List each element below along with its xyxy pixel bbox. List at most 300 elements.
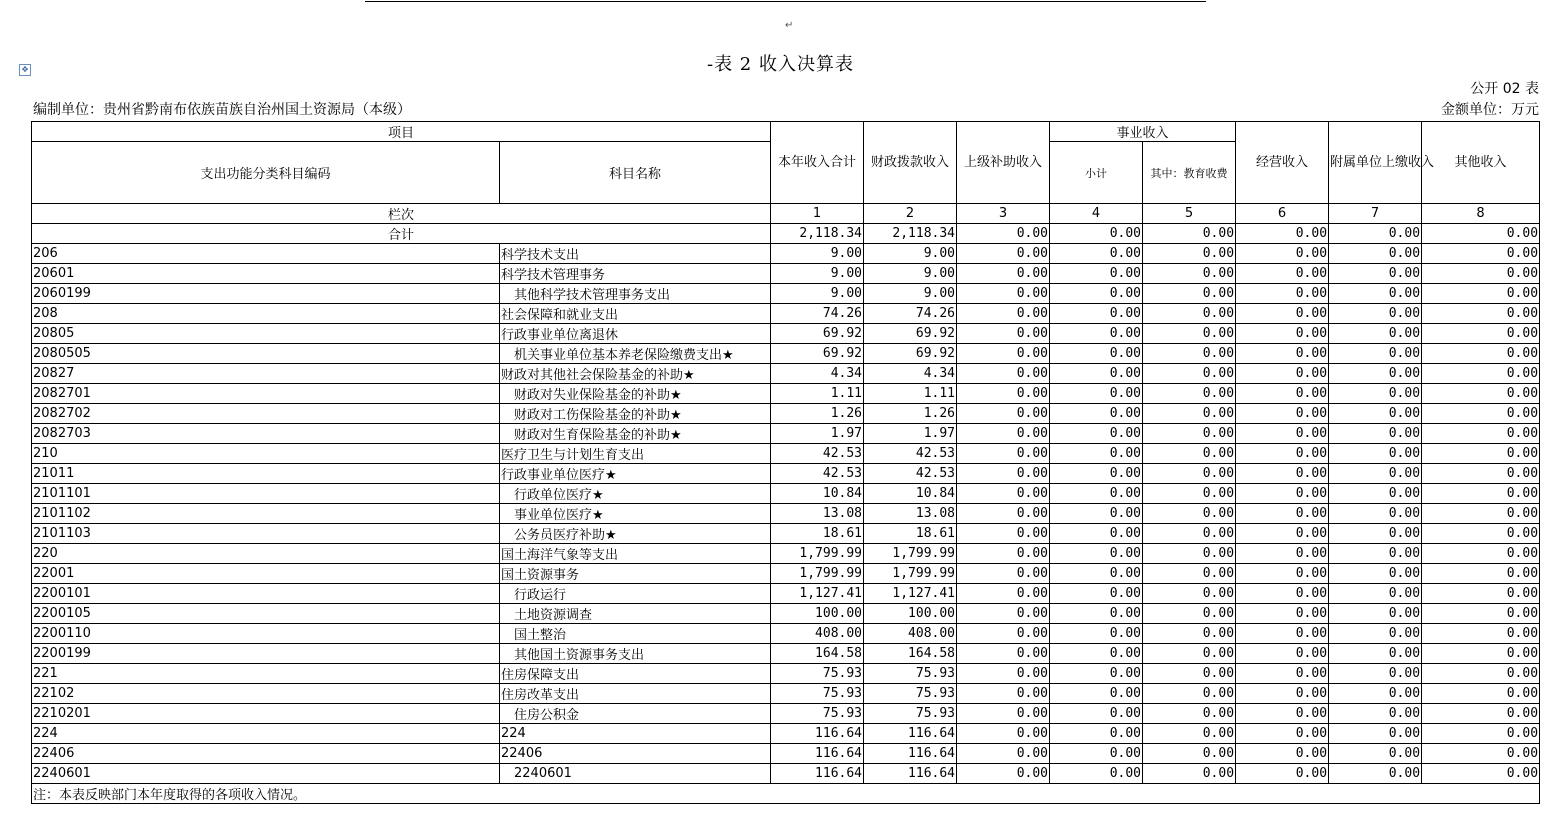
row-value: 0.00 (957, 744, 1050, 764)
row-value: 69.92 (864, 344, 957, 364)
row-value: 0.00 (1050, 404, 1143, 424)
row-value: 0.00 (1236, 284, 1329, 304)
row-value: 0.00 (1143, 324, 1236, 344)
row-value: 1,799.99 (771, 564, 864, 584)
row-name: 科学技术管理事务 (500, 264, 771, 284)
row-value: 408.00 (771, 624, 864, 644)
row-value: 164.58 (771, 644, 864, 664)
row-value: 9.00 (864, 264, 957, 284)
row-code: 2101101 (32, 484, 500, 504)
row-value: 0.00 (1236, 364, 1329, 384)
row-name: 其他国土资源事务支出 (500, 644, 771, 664)
row-value: 69.92 (771, 324, 864, 344)
col-index: 7 (1329, 204, 1422, 224)
row-name: 行政运行 (500, 584, 771, 604)
table-row (32, 464, 1540, 484)
row-name: 国土整治 (500, 624, 771, 644)
row-value: 0.00 (1329, 684, 1422, 704)
row-name: 机关事业单位基本养老保险缴费支出★ (500, 344, 771, 364)
row-code: 22001 (32, 564, 500, 584)
row-value: 75.93 (864, 704, 957, 724)
row-value: 42.53 (864, 464, 957, 484)
row-value: 0.00 (1050, 664, 1143, 684)
row-value: 0.00 (1050, 624, 1143, 644)
header-affiliate: 附属单位上缴收入 (1329, 122, 1422, 204)
row-value: 1,799.99 (864, 544, 957, 564)
row-value: 0.00 (1050, 364, 1143, 384)
row-value: 100.00 (864, 604, 957, 624)
row-value: 0.00 (957, 444, 1050, 464)
table-row (32, 324, 1540, 344)
row-code: 206 (32, 244, 500, 264)
row-value: 164.58 (864, 644, 957, 664)
row-code: 2200110 (32, 624, 500, 644)
row-name: 科学技术支出 (500, 244, 771, 264)
row-value: 0.00 (1050, 344, 1143, 364)
row-value: 0.00 (1329, 764, 1422, 784)
row-value: 0.00 (1050, 704, 1143, 724)
row-name: 公务员医疗补助★ (500, 524, 771, 544)
row-value: 0.00 (957, 464, 1050, 484)
row-value: 0.00 (1050, 544, 1143, 564)
row-name: 财政对生育保险基金的补助★ (500, 424, 771, 444)
row-value: 0.00 (1329, 524, 1422, 544)
row-value: 0.00 (1143, 584, 1236, 604)
row-value: 0.00 (1050, 684, 1143, 704)
row-value: 0.00 (1422, 584, 1540, 604)
row-value: 1.97 (771, 424, 864, 444)
row-code: 2200101 (32, 584, 500, 604)
row-value: 0.00 (1236, 324, 1329, 344)
row-code: 20601 (32, 264, 500, 284)
row-value: 0.00 (1050, 384, 1143, 404)
row-value: 0.00 (957, 764, 1050, 784)
row-value: 0.00 (1422, 324, 1540, 344)
row-value: 0.00 (1050, 464, 1143, 484)
row-value: 9.00 (771, 244, 864, 264)
row-code: 221 (32, 664, 500, 684)
row-code: 2082703 (32, 424, 500, 444)
table-row (32, 304, 1540, 324)
table-row (32, 684, 1540, 704)
row-code: 20827 (32, 364, 500, 384)
row-value: 9.00 (771, 284, 864, 304)
row-value: 9.00 (864, 244, 957, 264)
row-value: 0.00 (1143, 364, 1236, 384)
header-name: 科目名称 (500, 142, 771, 204)
row-value: 18.61 (864, 524, 957, 544)
row-value: 0.00 (1329, 324, 1422, 344)
row-name: 其他科学技术管理事务支出 (500, 284, 771, 304)
table-row (32, 664, 1540, 684)
row-value: 75.93 (771, 664, 864, 684)
row-value: 0.00 (1422, 364, 1540, 384)
row-value: 0.00 (1422, 244, 1540, 264)
col-index-label: 栏次 (32, 204, 771, 224)
total-value: 2,118.34 (864, 224, 957, 244)
row-value: 42.53 (864, 444, 957, 464)
row-value: 0.00 (1236, 484, 1329, 504)
row-value: 0.00 (1236, 344, 1329, 364)
row-value: 1,127.41 (864, 584, 957, 604)
row-value: 0.00 (957, 324, 1050, 344)
row-value: 0.00 (957, 424, 1050, 444)
table-row (32, 344, 1540, 364)
row-code: 22102 (32, 684, 500, 704)
table-row (32, 764, 1540, 784)
col-index: 4 (1050, 204, 1143, 224)
row-code: 21011 (32, 464, 500, 484)
col-index: 2 (864, 204, 957, 224)
row-value: 0.00 (1050, 424, 1143, 444)
row-value: 0.00 (1236, 564, 1329, 584)
row-value: 0.00 (957, 664, 1050, 684)
row-value: 18.61 (771, 524, 864, 544)
row-value: 0.00 (1143, 524, 1236, 544)
row-name: 行政事业单位医疗★ (500, 464, 771, 484)
row-value: 1,799.99 (771, 544, 864, 564)
row-value: 0.00 (1143, 564, 1236, 584)
row-value: 0.00 (1236, 644, 1329, 664)
row-value: 0.00 (1236, 264, 1329, 284)
row-value: 0.00 (1329, 244, 1422, 264)
row-value: 0.00 (957, 504, 1050, 524)
row-code: 208 (32, 304, 500, 324)
row-value: 0.00 (1422, 284, 1540, 304)
row-value: 42.53 (771, 444, 864, 464)
table-row (32, 564, 1540, 584)
row-value: 0.00 (1236, 384, 1329, 404)
row-name: 22406 (500, 744, 771, 764)
row-value: 0.00 (957, 684, 1050, 704)
row-name: 住房改革支出 (500, 684, 771, 704)
header-code: 支出功能分类科目编码 (32, 142, 500, 204)
row-value: 0.00 (1143, 444, 1236, 464)
row-value: 4.34 (864, 364, 957, 384)
row-name: 财政对工伤保险基金的补助★ (500, 404, 771, 424)
row-value: 0.00 (1050, 744, 1143, 764)
row-value: 0.00 (1050, 244, 1143, 264)
row-value: 0.00 (1236, 584, 1329, 604)
row-value: 408.00 (864, 624, 957, 644)
row-value: 0.00 (1422, 604, 1540, 624)
table-row (32, 544, 1540, 564)
row-name: 行政单位医疗★ (500, 484, 771, 504)
row-value: 0.00 (1236, 704, 1329, 724)
row-name: 国土海洋气象等支出 (500, 544, 771, 564)
row-value: 1.97 (864, 424, 957, 444)
row-value: 74.26 (771, 304, 864, 324)
row-value: 0.00 (1422, 404, 1540, 424)
row-value: 0.00 (1329, 284, 1422, 304)
row-value: 0.00 (1329, 484, 1422, 504)
row-value: 0.00 (1143, 504, 1236, 524)
row-value: 0.00 (1422, 464, 1540, 484)
compiling-unit: 编制单位：贵州省黔南布依族苗族自治州国土资源局（本级） (33, 102, 411, 118)
row-value: 0.00 (1422, 724, 1540, 744)
row-value: 0.00 (1236, 244, 1329, 264)
row-value: 0.00 (957, 604, 1050, 624)
row-value: 0.00 (1143, 544, 1236, 564)
total-value: 0.00 (1143, 224, 1236, 244)
row-value: 0.00 (1422, 544, 1540, 564)
row-value: 0.00 (1050, 444, 1143, 464)
row-value: 0.00 (1143, 604, 1236, 624)
row-value: 0.00 (1143, 624, 1236, 644)
row-value: 0.00 (1143, 764, 1236, 784)
row-value: 0.00 (1236, 744, 1329, 764)
row-name: 财政对其他社会保险基金的补助★ (500, 364, 771, 384)
row-value: 0.00 (1422, 764, 1540, 784)
row-value: 0.00 (957, 644, 1050, 664)
row-value: 75.93 (864, 664, 957, 684)
row-value: 0.00 (1236, 684, 1329, 704)
row-value: 0.00 (1143, 684, 1236, 704)
row-value: 0.00 (1422, 684, 1540, 704)
row-name: 社会保障和就业支出 (500, 304, 771, 324)
row-name: 医疗卫生与计划生育支出 (500, 444, 771, 464)
row-value: 0.00 (1422, 704, 1540, 724)
row-value: 0.00 (957, 404, 1050, 424)
row-value: 0.00 (1422, 644, 1540, 664)
row-value: 10.84 (864, 484, 957, 504)
row-value: 0.00 (1143, 344, 1236, 364)
row-value: 0.00 (1422, 504, 1540, 524)
row-value: 0.00 (1236, 664, 1329, 684)
row-value: 0.00 (1143, 244, 1236, 264)
row-value: 0.00 (1143, 284, 1236, 304)
row-name: 行政事业单位离退休 (500, 324, 771, 344)
table-row (32, 404, 1540, 424)
table-row (32, 444, 1540, 464)
row-value: 116.64 (864, 744, 957, 764)
row-value: 0.00 (1050, 484, 1143, 504)
row-code: 22406 (32, 744, 500, 764)
table-row (32, 524, 1540, 544)
row-code: 2240601 (32, 764, 500, 784)
row-value: 0.00 (1143, 644, 1236, 664)
total-value: 2,118.34 (771, 224, 864, 244)
row-name: 财政对失业保险基金的补助★ (500, 384, 771, 404)
total-value: 0.00 (1236, 224, 1329, 244)
row-value: 116.64 (864, 724, 957, 744)
row-value: 13.08 (771, 504, 864, 524)
row-value: 0.00 (957, 704, 1050, 724)
row-value: 0.00 (1143, 304, 1236, 324)
row-value: 100.00 (771, 604, 864, 624)
row-value: 0.00 (957, 484, 1050, 504)
row-value: 0.00 (1329, 304, 1422, 324)
row-value: 0.00 (957, 564, 1050, 584)
row-name: 住房公积金 (500, 704, 771, 724)
row-value: 0.00 (1050, 264, 1143, 284)
row-value: 0.00 (1050, 304, 1143, 324)
row-value: 10.84 (771, 484, 864, 504)
total-value: 0.00 (1050, 224, 1143, 244)
row-value: 0.00 (1236, 444, 1329, 464)
table-row (32, 704, 1540, 724)
top-rule (365, 1, 1206, 2)
row-value: 4.34 (771, 364, 864, 384)
table-row (32, 284, 1540, 304)
row-value: 0.00 (1329, 504, 1422, 524)
row-value: 0.00 (1329, 564, 1422, 584)
row-value: 0.00 (1236, 624, 1329, 644)
total-value: 0.00 (1329, 224, 1422, 244)
row-value: 0.00 (1143, 404, 1236, 424)
row-code: 2200199 (32, 644, 500, 664)
col-index: 8 (1422, 204, 1540, 224)
row-value: 0.00 (957, 724, 1050, 744)
row-code: 210 (32, 444, 500, 464)
row-value: 69.92 (771, 344, 864, 364)
row-value: 0.00 (1236, 724, 1329, 744)
row-value: 0.00 (1329, 624, 1422, 644)
row-value: 0.00 (1329, 444, 1422, 464)
header-edu: 其中：教育收费 (1143, 142, 1236, 204)
row-value: 0.00 (957, 344, 1050, 364)
row-code: 2200105 (32, 604, 500, 624)
row-value: 0.00 (1050, 564, 1143, 584)
row-code: 224 (32, 724, 500, 744)
row-value: 0.00 (1329, 724, 1422, 744)
row-value: 0.00 (1329, 544, 1422, 564)
row-value: 0.00 (1143, 744, 1236, 764)
table-row (32, 484, 1540, 504)
row-value: 0.00 (1143, 704, 1236, 724)
paragraph-mark: ↵ (785, 20, 794, 31)
row-name: 2240601 (500, 764, 771, 784)
row-value: 0.00 (1236, 424, 1329, 444)
row-value: 0.00 (1329, 644, 1422, 664)
row-value: 0.00 (1329, 464, 1422, 484)
table-body (32, 244, 1540, 784)
row-code: 2080505 (32, 344, 500, 364)
row-value: 0.00 (1143, 424, 1236, 444)
header-other: 其他收入 (1422, 122, 1540, 204)
total-value: 0.00 (1422, 224, 1540, 244)
row-value: 0.00 (1422, 524, 1540, 544)
row-value: 0.00 (1236, 404, 1329, 424)
row-code: 220 (32, 544, 500, 564)
row-value: 0.00 (957, 364, 1050, 384)
row-value: 0.00 (1329, 584, 1422, 604)
row-value: 0.00 (1236, 544, 1329, 564)
row-value: 1,127.41 (771, 584, 864, 604)
row-value: 116.64 (864, 764, 957, 784)
row-value: 0.00 (1050, 644, 1143, 664)
table-move-handle-icon[interactable]: ✥ (19, 64, 31, 76)
row-value: 0.00 (957, 264, 1050, 284)
col-index: 6 (1236, 204, 1329, 224)
header-operating: 经营收入 (1236, 122, 1329, 204)
total-label: 合计 (32, 224, 771, 244)
row-value: 0.00 (1329, 384, 1422, 404)
row-value: 0.00 (1236, 504, 1329, 524)
col-index: 5 (1143, 204, 1236, 224)
table-note: 注：本表反映部门本年度取得的各项收入情况。 (32, 784, 1540, 804)
amount-unit: 金额单位：万元 (1441, 102, 1539, 118)
table-row (32, 504, 1540, 524)
row-value: 0.00 (1143, 384, 1236, 404)
table-row (32, 264, 1540, 284)
row-value: 69.92 (864, 324, 957, 344)
table-row (32, 624, 1540, 644)
table-row (32, 744, 1540, 764)
row-value: 0.00 (957, 284, 1050, 304)
row-value: 0.00 (957, 304, 1050, 324)
row-value: 75.93 (864, 684, 957, 704)
row-value: 1.11 (864, 384, 957, 404)
row-value: 75.93 (771, 704, 864, 724)
row-value: 0.00 (1236, 524, 1329, 544)
row-code: 2082702 (32, 404, 500, 424)
row-value: 0.00 (1143, 264, 1236, 284)
table-row (32, 604, 1540, 624)
row-value: 0.00 (1143, 464, 1236, 484)
page-title: -表 2 收入决算表 (707, 54, 854, 75)
row-value: 0.00 (957, 384, 1050, 404)
row-value: 9.00 (864, 284, 957, 304)
row-value: 0.00 (1422, 624, 1540, 644)
income-final-accounts-table (31, 121, 1540, 804)
row-value: 1.26 (771, 404, 864, 424)
header-fiscal: 财政拨款收入 (864, 122, 957, 204)
header-subsidy: 上级补助收入 (957, 122, 1050, 204)
row-value: 0.00 (1236, 304, 1329, 324)
row-value: 0.00 (1143, 664, 1236, 684)
row-name: 土地资源调查 (500, 604, 771, 624)
row-value: 9.00 (771, 264, 864, 284)
row-value: 0.00 (1422, 664, 1540, 684)
row-value: 0.00 (1329, 424, 1422, 444)
row-value: 0.00 (1050, 764, 1143, 784)
row-value: 0.00 (957, 244, 1050, 264)
row-value: 13.08 (864, 504, 957, 524)
row-name: 国土资源事务 (500, 564, 771, 584)
total-value: 0.00 (957, 224, 1050, 244)
row-value: 116.64 (771, 724, 864, 744)
row-value: 0.00 (1329, 704, 1422, 724)
row-code: 2210201 (32, 704, 500, 724)
row-code: 2101102 (32, 504, 500, 524)
row-value: 0.00 (957, 544, 1050, 564)
row-code: 2082701 (32, 384, 500, 404)
table-row (32, 584, 1540, 604)
row-value: 0.00 (1329, 604, 1422, 624)
header-project: 项目 (32, 122, 771, 142)
row-value: 1.26 (864, 404, 957, 424)
row-value: 0.00 (1422, 424, 1540, 444)
table-row (32, 724, 1540, 744)
header-business: 事业收入 (1050, 122, 1236, 142)
row-value: 1,799.99 (864, 564, 957, 584)
row-value: 0.00 (1422, 384, 1540, 404)
row-value: 0.00 (1050, 324, 1143, 344)
row-value: 0.00 (1236, 464, 1329, 484)
row-value: 74.26 (864, 304, 957, 324)
row-value: 75.93 (771, 684, 864, 704)
row-value: 0.00 (1422, 264, 1540, 284)
row-value: 0.00 (1329, 264, 1422, 284)
row-value: 0.00 (1329, 664, 1422, 684)
table-row (32, 244, 1540, 264)
row-code: 20805 (32, 324, 500, 344)
row-value: 0.00 (1236, 604, 1329, 624)
col-index: 3 (957, 204, 1050, 224)
row-value: 0.00 (1236, 764, 1329, 784)
col-index: 1 (771, 204, 864, 224)
